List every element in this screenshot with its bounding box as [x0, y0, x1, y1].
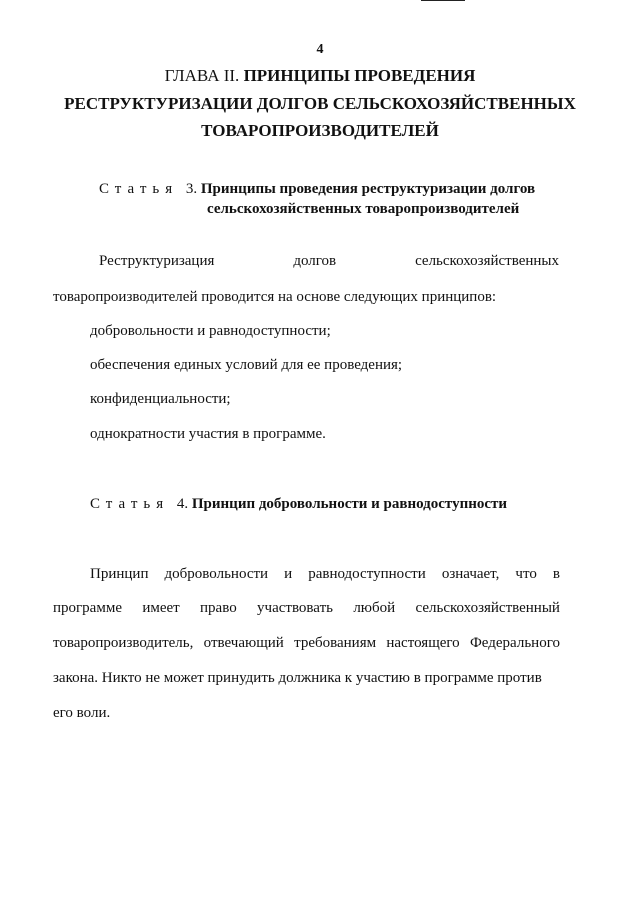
para-word: право — [200, 600, 237, 616]
para-word: любой — [353, 600, 396, 616]
para-word: добровольности — [164, 566, 269, 582]
article-3-heading — [99, 181, 535, 198]
article-3-intro-line-2: товаропроизводителей проводится на основе следующих принципов: — [53, 289, 497, 305]
principle-item: обеспечения единых условий для ее проведения; — [90, 357, 403, 373]
article-4-para-line-1 — [90, 566, 560, 583]
para-word: и — [284, 566, 293, 582]
article-4-number: 4. — [176, 496, 189, 512]
para-word: отвечающий — [203, 635, 284, 651]
para-word: программе — [53, 600, 122, 616]
para-word: участвовать — [257, 600, 333, 616]
intro-word: сельскохозяйственных — [415, 253, 559, 269]
para-word: Федерального — [469, 635, 560, 651]
principle-item: добровольности и равнодоступности; — [90, 323, 331, 339]
para-word: что — [515, 566, 537, 582]
article-4-para-line-5: его воли. — [53, 705, 111, 721]
chapter-prefix: ГЛАВА II. — [164, 66, 240, 85]
para-word: означает, — [441, 566, 500, 582]
article-4-heading — [90, 496, 507, 513]
header-rule — [421, 0, 465, 1]
article-3-title-line-1: Принципы проведения реструктуризации долгов — [200, 181, 536, 197]
principle-item: однократности участия в программе. — [90, 426, 326, 442]
chapter-title-part-2: РЕСТРУКТУРИЗАЦИИ ДОЛГОВ СЕЛЬСКОХОЗЯЙСТВЕННЫХ — [64, 94, 576, 113]
para-word: Принцип — [90, 566, 149, 582]
chapter-title-part-1: ПРИНЦИПЫ ПРОВЕДЕНИЯ — [243, 66, 476, 85]
para-word: настоящего — [386, 635, 460, 651]
chapter-title-line-2 — [0, 90, 640, 118]
chapter-title-line-3 — [0, 117, 640, 145]
article-4-para-line-2 — [53, 600, 560, 617]
article-3-intro-line-1 — [99, 253, 559, 270]
principle-item: конфиденциальности; — [90, 391, 231, 407]
article-4-label: Статья — [90, 496, 170, 512]
para-word: товаропроизводитель, — [53, 635, 194, 651]
chapter-title-line-1 — [0, 62, 640, 90]
chapter-title-part-3: ТОВАРОПРОИЗВОДИТЕЛЕЙ — [201, 121, 439, 140]
article-4-title: Принцип добровольности и равнодоступности — [191, 496, 508, 512]
article-4-para-line-4: закона. Никто не может принудить должника к участию в программе против — [53, 670, 542, 686]
para-word: равнодоступности — [308, 566, 426, 582]
page-number: 4 — [316, 42, 324, 57]
article-3-label: Статья — [99, 181, 179, 197]
para-word: в — [552, 566, 560, 582]
intro-word: Реструктуризация — [99, 253, 215, 269]
para-word: требованиям — [294, 635, 377, 651]
intro-word: долгов — [293, 253, 337, 269]
article-3-number: 3. — [185, 181, 198, 197]
article-3-title-line-2: сельскохозяйственных товаропроизводителей — [207, 201, 520, 217]
para-word: имеет — [142, 600, 180, 616]
para-word: сельскохозяйственный — [415, 600, 560, 616]
article-4-para-line-3 — [53, 635, 560, 652]
